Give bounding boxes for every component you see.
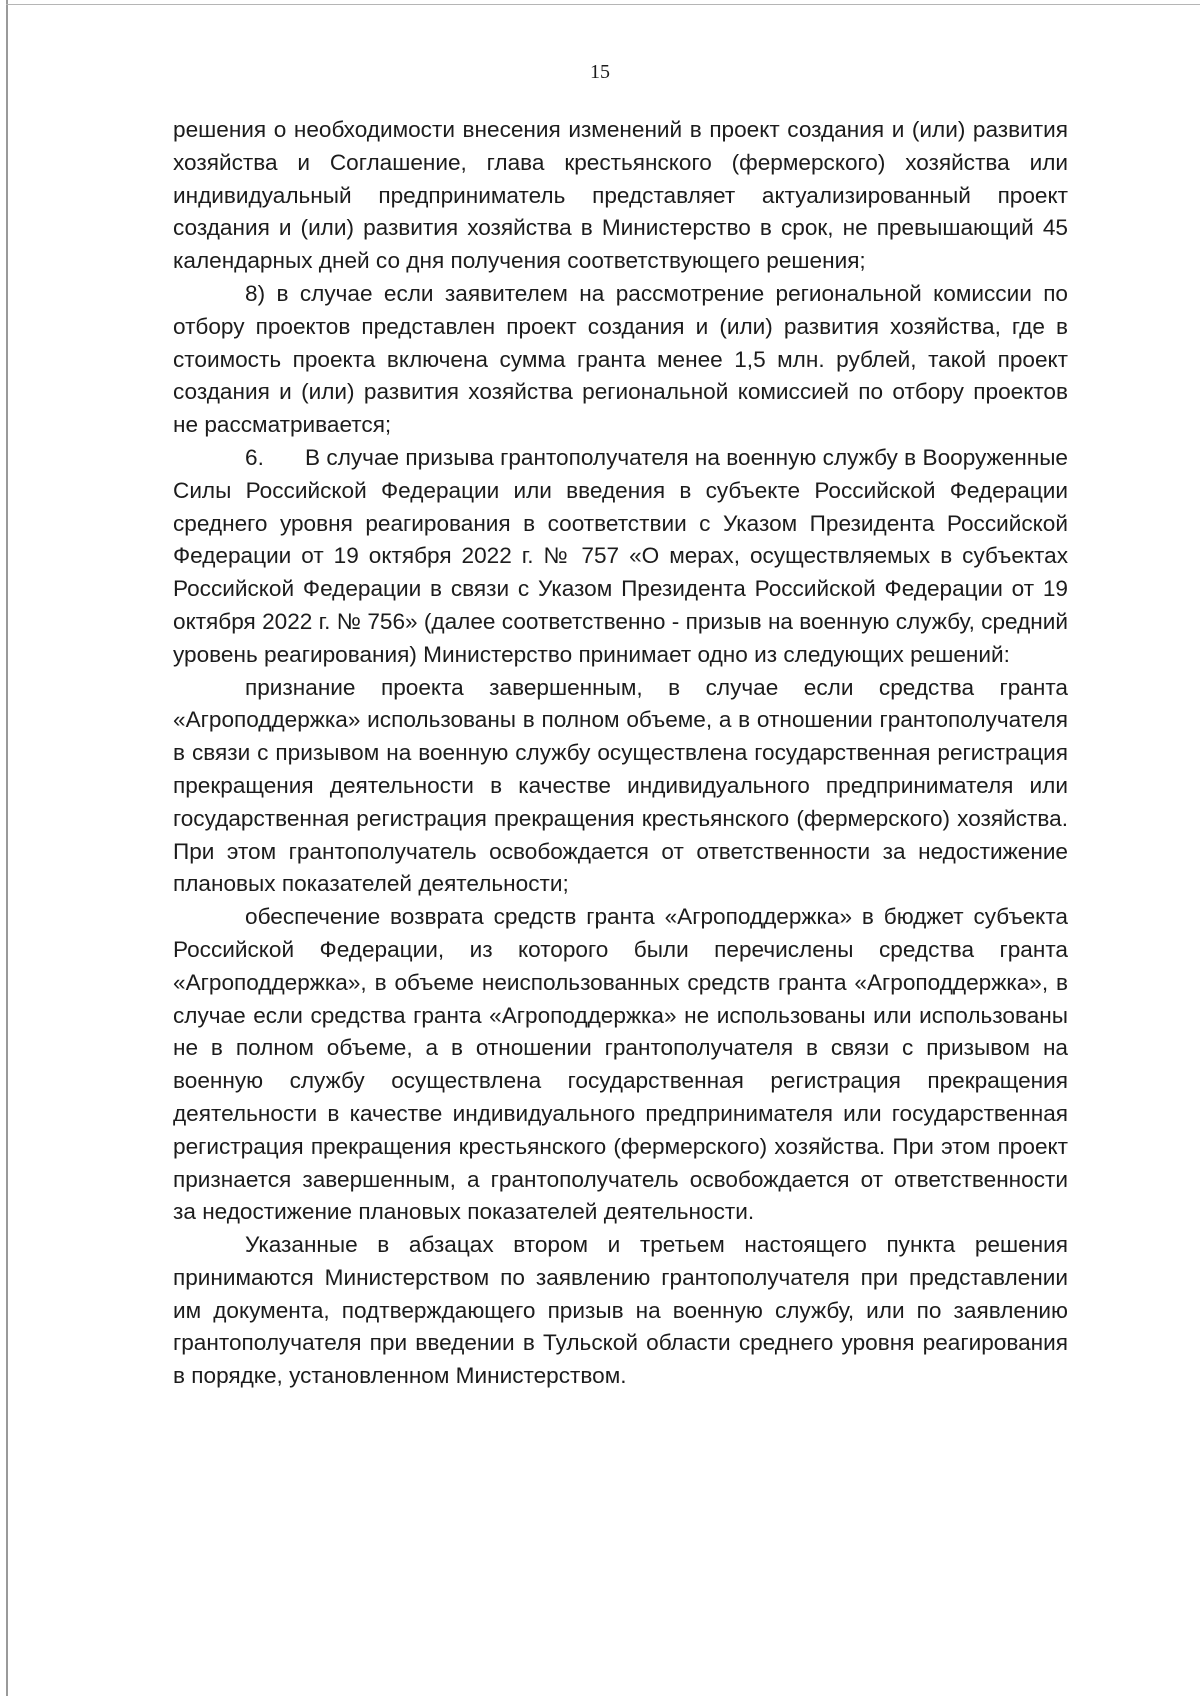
paragraph-decision-refund: обеспечение возврата средств гранта «Агроподдержка» в бюджет субъекта Российской Федерации, из которого были перечислены средства гранта «Агроподдержка», в объеме неиспользованных средств гранта «Агроподдержка», в случае если средства гранта «Агроподдержка» не использованы или использованы не в полном объеме, а в отношении грантополучателя в связи с призывом на военную службу осуществлена государственная регистрация прекращения деятельности в качестве индивидуального предпринимателя или государственная регистрация прекращения крестьянского (фермерского) хозяйства. При этом проект признается завершенным, а грантополучатель освобождается от ответственности за недостижение плановых показателей деятельности. — [173, 904, 1068, 1225]
item-6-label: 6. — [245, 444, 264, 470]
scan-top-edge — [6, 4, 1200, 5]
page-number: 15 — [590, 61, 610, 83]
item-6-text: В случае призыва грантополучателя на военную службу в Вооруженные Силы Российской Федерации или введения в субъекте Российской Федерации среднего уровня реагирования в соответствии с Указом Президента Российской Федерации от 19 октября 2022 г. № 757 «О мерах, осуществляемых в субъектах Российской Федерации в связи с Указом Президента Российской Федерации от 19 октября 2022 г. № 756» (далее соответственно - призыв на военную службу, средний уровень реагирования) Министерство принимает одно из следующих решений: — [173, 444, 1068, 667]
paragraph-item-6 — [173, 442, 1068, 672]
paragraph-decision-recognition: признание проекта завершенным, в случае если средства гранта «Агроподдержка» использованы в полном объеме, а в отношении грантополучателя в связи с призывом на военную службу осуществлена государственная регистрация прекращения деятельности в качестве индивидуального предпринимателя или государственная регистрация прекращения крестьянского (фермерского) хозяйства. При этом грантополучатель освобождается от ответственности за недостижение плановых показателей деятельности; — [173, 674, 1068, 897]
document-body — [173, 114, 1068, 1393]
paragraph-item-8: 8) в случае если заявителем на рассмотрение региональной комиссии по отбору проектов представлен проект создания и (или) развития хозяйства, где в стоимость проекта включена сумма гранта менее 1,5 млн. рублей, такой проект создания и (или) развития хозяйства региональной комиссией по отбору проектов не рассматривается; — [173, 280, 1068, 438]
scan-left-edge — [6, 0, 8, 1696]
paragraph-continued: решения о необходимости внесения изменений в проект создания и (или) развития хозяйства и Соглашение, глава крестьянского (фермерского) хозяйства или индивидуальный предприниматель представляет актуализированный проект создания и (или) развития хозяйства в Министерство в срок, не превышающий 45 календарных дней со дня получения соответствующего решения; — [173, 117, 1068, 274]
paragraph-final: Указанные в абзацах втором и третьем настоящего пункта решения принимаются Министерством по заявлению грантополучателя при представлении им документа, подтверждающего призыв на военную службу, или по заявлению грантополучателя при введении в Тульской области среднего уровня реагирования в порядке, установленном Министерством. — [173, 1232, 1068, 1389]
